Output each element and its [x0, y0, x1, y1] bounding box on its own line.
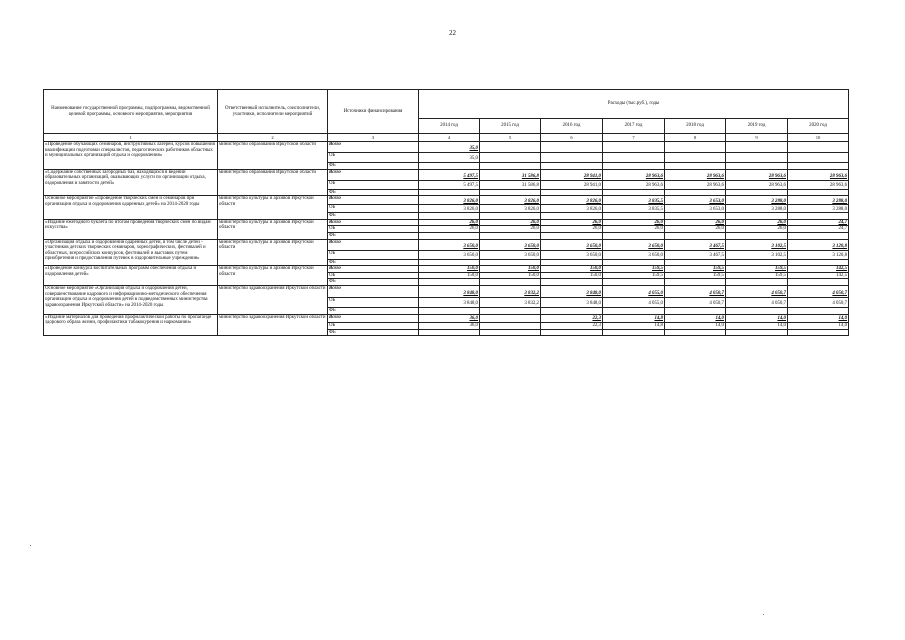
expense-value: 14,0 — [665, 314, 726, 322]
funding-source: ФБ — [328, 189, 419, 196]
expense-value — [419, 189, 480, 196]
activity-name: «Организация отдыха и оздоровления одаренных детей, в том числе детей - участников детских творческих семинаров, хореографических, фестивалей и областных, всероссийских конкурсов, фестивалей и выставок путем приобретения и предоставления путевок в оздоровительные учреждения» — [44, 239, 218, 266]
expense-value: 159,5 — [726, 272, 788, 279]
expense-value: 3 288,0 — [788, 196, 849, 205]
year-header: 2017 год — [603, 119, 665, 134]
responsible-executor: министерство культуры и архивов Иркутской области — [218, 196, 328, 220]
funding-source: ОБ — [328, 297, 419, 307]
table-row — [44, 239, 849, 250]
expense-value: 3 835,5 — [603, 196, 665, 205]
expense-value: 3 848,0 — [541, 285, 603, 297]
expense-value: 24,7 — [788, 219, 849, 226]
activity-name: «Издание материалов для проведения профилактической работы по пропаганде здорового образа жизни, профилактики табакокурения и наркомании» — [44, 314, 218, 336]
expense-value: 3 650,0 — [419, 250, 480, 259]
expense-value — [419, 307, 480, 314]
expense-value — [665, 153, 726, 163]
responsible-executor: министерство образования Иркутской области — [218, 169, 328, 196]
expense-value: 3 120,8 — [788, 250, 849, 259]
expense-value: 3 288,0 — [788, 205, 849, 213]
page-number: 22 — [449, 29, 456, 37]
expense-value: 159,5 — [603, 266, 665, 273]
expense-value: 28 963,6 — [665, 180, 726, 189]
funding-source: ОБ — [328, 272, 419, 279]
expense-value: 150,0 — [419, 266, 480, 273]
responsible-executor: министерство культуры и архивов Иркутской области — [218, 266, 328, 286]
expense-value: 159,5 — [665, 272, 726, 279]
expense-value: 26,0 — [603, 219, 665, 226]
expense-value: 3 835,5 — [603, 205, 665, 213]
expense-value: 159,5 — [665, 266, 726, 273]
funding-source: ОБ — [328, 180, 419, 189]
column-number: 2 — [218, 134, 328, 142]
expense-value: 28 963,6 — [788, 180, 849, 189]
expense-value — [541, 259, 603, 266]
expense-value — [541, 279, 603, 286]
funding-source: Всего — [328, 266, 419, 273]
expense-value: 3 102,5 — [726, 250, 788, 259]
expense-value: 35,0 — [419, 142, 480, 153]
funding-source: ФБ — [328, 279, 419, 286]
expense-value — [480, 213, 541, 220]
expense-value: 26,0 — [541, 219, 603, 226]
funding-source: ОБ — [328, 153, 419, 163]
expense-value — [788, 329, 849, 336]
expense-value — [480, 314, 541, 322]
expense-value: 3 650,0 — [541, 239, 603, 250]
expense-value — [419, 163, 480, 170]
expense-value — [665, 213, 726, 220]
expense-value — [788, 189, 849, 196]
expense-value: 26,0 — [603, 226, 665, 233]
year-header: 2014 год — [419, 119, 480, 134]
table-row — [44, 314, 849, 322]
expense-value — [603, 329, 665, 336]
activity-name: Основное мероприятие «Проведение творческих смен и семинаров при организации отдыха и оздоровления одаренных детей» на 2014-2020 годы — [44, 196, 218, 220]
column-number: 7 — [603, 134, 665, 142]
expense-value: 26,0 — [419, 226, 480, 233]
table-row — [44, 142, 849, 153]
expense-value — [665, 279, 726, 286]
column-number: 3 — [328, 134, 419, 142]
expense-value: 3 650,0 — [603, 250, 665, 259]
expense-value — [726, 307, 788, 314]
expense-value: 22,3 — [541, 322, 603, 329]
expense-value: 26,0 — [665, 226, 726, 233]
expense-value — [480, 189, 541, 196]
expense-value — [788, 279, 849, 286]
table-row — [44, 219, 849, 226]
table-row — [44, 266, 849, 273]
expense-value: 14,0 — [788, 322, 849, 329]
expense-value: 159,5 — [726, 266, 788, 273]
expense-value: 4 050,7 — [665, 285, 726, 297]
responsible-executor: министерство здравоохранения Иркутской области — [218, 285, 328, 314]
column-number: 10 — [788, 134, 849, 142]
funding-source: Всего — [328, 169, 419, 180]
responsible-executor: министерство образования Иркутской области — [218, 142, 328, 170]
funding-source: ФБ — [328, 213, 419, 220]
funding-source: Всего — [328, 314, 419, 322]
funding-source: Всего — [328, 196, 419, 205]
expense-value: 28 963,6 — [603, 180, 665, 189]
expense-value: 14,0 — [726, 322, 788, 329]
expense-value — [480, 329, 541, 336]
expense-value — [541, 163, 603, 170]
expense-value — [419, 329, 480, 336]
expense-value: 3 288,0 — [726, 205, 788, 213]
expense-value: 3 826,0 — [541, 196, 603, 205]
expense-value: 3 826,0 — [480, 205, 541, 213]
responsible-executor: министерство культуры и архивов Иркутской области — [218, 239, 328, 266]
funding-source: ОБ — [328, 205, 419, 213]
expense-value: 26,0 — [726, 226, 788, 233]
expense-value: 3 848,0 — [541, 297, 603, 307]
expense-value: 150,0 — [541, 266, 603, 273]
table-row — [44, 169, 849, 180]
expense-value: 26,0 — [480, 226, 541, 233]
expense-value: 142,5 — [788, 266, 849, 273]
expense-value — [788, 142, 849, 153]
funding-source: ОБ — [328, 250, 419, 259]
expense-value — [788, 307, 849, 314]
expense-value: 3 826,0 — [541, 205, 603, 213]
funding-source: ФБ — [328, 232, 419, 239]
expense-value: 3 650,0 — [541, 250, 603, 259]
funding-source: ФБ — [328, 329, 419, 336]
expense-value — [603, 163, 665, 170]
year-header: 2019 год — [726, 119, 788, 134]
expense-value — [603, 232, 665, 239]
expense-value — [603, 142, 665, 153]
expense-value — [419, 232, 480, 239]
expense-value — [788, 232, 849, 239]
column-number: 1 — [44, 134, 218, 142]
expense-value: 4 050,7 — [726, 297, 788, 307]
expense-value — [726, 142, 788, 153]
expense-value: 24,7 — [788, 226, 849, 233]
expense-value: 3 120,8 — [788, 239, 849, 250]
column-number: 6 — [541, 134, 603, 142]
funding-source: ФБ — [328, 163, 419, 170]
expense-value: 4 055,0 — [603, 285, 665, 297]
expense-value: 28 941,0 — [541, 169, 603, 180]
expense-value — [665, 189, 726, 196]
expense-value: 26,0 — [480, 219, 541, 226]
year-header: 2020 год — [788, 119, 849, 134]
expense-value: 3 832,2 — [480, 297, 541, 307]
expense-value: 28 963,6 — [665, 169, 726, 180]
year-header: 2018 год — [665, 119, 726, 134]
expense-value: 3 102,5 — [726, 239, 788, 250]
funding-source: ОБ — [328, 322, 419, 329]
expense-value: 31 586,8 — [480, 180, 541, 189]
column-number: 8 — [665, 134, 726, 142]
expense-value: 26,0 — [726, 219, 788, 226]
expense-value: 5 497,5 — [419, 180, 480, 189]
expense-value — [726, 259, 788, 266]
expense-value — [603, 213, 665, 220]
year-header: 2015 год — [480, 119, 541, 134]
expense-value — [419, 213, 480, 220]
expense-value: 3 288,0 — [726, 196, 788, 205]
expense-value: 150,0 — [419, 272, 480, 279]
expense-value: 3 848,0 — [419, 297, 480, 307]
responsible-executor: министерство здравоохранения Иркутской области — [218, 314, 328, 336]
funding-source: ОБ — [328, 226, 419, 233]
expense-value: 4 050,7 — [726, 285, 788, 297]
activity-name: Основное мероприятие «Организация отдыха и оздоровления детей, совершенствование кадрового и информационно-методического обеспечения организации отдыха и оздоровления детей в подведомственных министерства здравоохранения Иркутской области» на 2014-2020 годы — [44, 285, 218, 314]
expense-value — [603, 259, 665, 266]
year-header: 2016 год — [541, 119, 603, 134]
expense-value: 26,0 — [665, 219, 726, 226]
expense-value: 150,0 — [480, 266, 541, 273]
expense-value — [541, 142, 603, 153]
expense-value — [541, 232, 603, 239]
column-number: 9 — [726, 134, 788, 142]
expense-value: 14,0 — [788, 314, 849, 322]
expense-value: 4 050,7 — [665, 297, 726, 307]
expense-value — [665, 232, 726, 239]
expense-value: 3 467,5 — [665, 250, 726, 259]
expense-value: 142,5 — [788, 272, 849, 279]
expense-value: 28 941,0 — [541, 180, 603, 189]
activity-name: «Содержание собственных загородных баз, находящихся в ведении образовательных организаций, оказывающих услуги по организации отдыха, оздоровления и занятости детей» — [44, 169, 218, 196]
expense-value: 3 653,0 — [665, 196, 726, 205]
expense-value: 35,0 — [419, 153, 480, 163]
expense-value — [726, 279, 788, 286]
expense-value: 14,8 — [603, 322, 665, 329]
expense-value: 3 832,2 — [480, 285, 541, 297]
activity-name: «Издание ежегодного буклета по итогам проведения творческих смен по видам искусства» — [44, 219, 218, 239]
expense-value: 26,0 — [419, 219, 480, 226]
expense-value — [541, 307, 603, 314]
activity-name: «Проведение конкурса воспитательных программ обеспечения отдыха и оздоровления детей» — [44, 266, 218, 286]
expense-value: 4 055,0 — [603, 297, 665, 307]
header-name-column: Наименование государственной программы, подпрограммы, ведомственной целевой программы, основного мероприятия, мероприятия — [44, 90, 218, 134]
expense-value — [480, 322, 541, 329]
expense-value — [665, 329, 726, 336]
expense-value — [665, 142, 726, 153]
expense-value: 14,0 — [665, 322, 726, 329]
expense-value: 28 963,6 — [726, 180, 788, 189]
funding-source: Всего — [328, 219, 419, 226]
expense-value — [480, 163, 541, 170]
expense-value: 36,0 — [419, 322, 480, 329]
expense-value: 3 826,0 — [419, 196, 480, 205]
funding-source: ФБ — [328, 259, 419, 266]
expense-value: 22,3 — [541, 314, 603, 322]
expense-value: 150,0 — [480, 272, 541, 279]
scan-speck — [30, 545, 31, 546]
expense-value — [419, 259, 480, 266]
expense-value — [480, 153, 541, 163]
expense-value: 31 586,8 — [480, 169, 541, 180]
expense-value — [480, 259, 541, 266]
expense-value — [726, 163, 788, 170]
expense-value: 3 826,0 — [480, 196, 541, 205]
expense-value — [665, 163, 726, 170]
expense-value — [665, 307, 726, 314]
expense-value — [541, 329, 603, 336]
expense-value: 26,0 — [541, 226, 603, 233]
expense-value: 3 467,5 — [665, 239, 726, 250]
header-executor-column: Ответственный исполнитель, соисполнители, участники, исполнители мероприятий — [218, 90, 328, 134]
expense-value: 3 848,0 — [419, 285, 480, 297]
expense-value — [726, 232, 788, 239]
funding-source: Всего — [328, 285, 419, 297]
header-expenses-column: Расходы (тыс.руб.), годы — [419, 90, 849, 119]
expense-value — [665, 259, 726, 266]
expense-value: 3 653,0 — [665, 205, 726, 213]
expense-value — [726, 153, 788, 163]
funding-source: Всего — [328, 142, 419, 153]
expense-value — [480, 232, 541, 239]
scan-speck — [763, 614, 764, 615]
expense-value — [541, 153, 603, 163]
expense-value — [726, 213, 788, 220]
expense-value: 14,0 — [726, 314, 788, 322]
expense-value — [541, 213, 603, 220]
expense-value: 3 650,0 — [419, 239, 480, 250]
expense-value — [480, 142, 541, 153]
funding-source: ФБ — [328, 307, 419, 314]
expense-value — [726, 329, 788, 336]
expense-value — [726, 189, 788, 196]
expense-value — [788, 163, 849, 170]
header-source-column: Источники финансирования — [328, 90, 419, 134]
expense-value — [419, 279, 480, 286]
expense-value — [603, 279, 665, 286]
table-row — [44, 196, 849, 205]
expense-value: 36,0 — [419, 314, 480, 322]
expense-value: 4 050,7 — [788, 285, 849, 297]
expense-value: 3 826,0 — [419, 205, 480, 213]
expense-value: 150,0 — [541, 272, 603, 279]
expense-value: 3 650,0 — [480, 239, 541, 250]
expense-value — [480, 307, 541, 314]
expense-value: 28 963,6 — [603, 169, 665, 180]
table-row — [44, 285, 849, 297]
expense-value: 4 050,7 — [788, 297, 849, 307]
expense-value: 159,5 — [603, 272, 665, 279]
expense-value: 28 963,6 — [788, 169, 849, 180]
budget-table — [43, 89, 849, 336]
activity-name: «Проведение обучающих семинаров, инструктивных лагерей, курсов повышения квалификации подготовки специалистов, педагогических работников областных и муниципальных организаций отдыха и оздоровления» — [44, 142, 218, 170]
expense-value — [480, 279, 541, 286]
expense-value — [788, 153, 849, 163]
expense-value — [603, 153, 665, 163]
expense-value — [788, 259, 849, 266]
expense-value: 28 963,6 — [726, 169, 788, 180]
expense-value: 3 650,0 — [603, 239, 665, 250]
expense-value: 14,8 — [603, 314, 665, 322]
expense-value: 3 650,0 — [480, 250, 541, 259]
expense-value — [788, 213, 849, 220]
responsible-executor: министерство культуры и архивов Иркутской области — [218, 219, 328, 239]
funding-source: Всего — [328, 239, 419, 250]
column-number: 5 — [480, 134, 541, 142]
column-number: 4 — [419, 134, 480, 142]
expense-value: 5 497,5 — [419, 169, 480, 180]
expense-value — [541, 189, 603, 196]
expense-value — [603, 189, 665, 196]
expense-value — [603, 307, 665, 314]
